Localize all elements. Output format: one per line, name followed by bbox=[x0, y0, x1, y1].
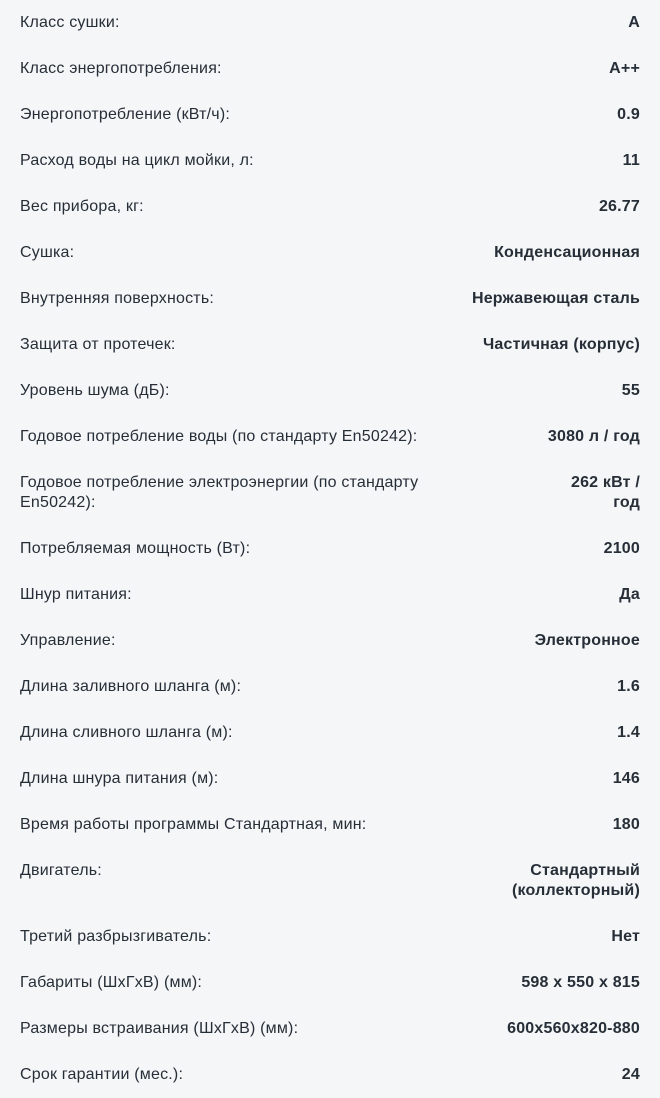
spec-label: Расход воды на цикл мойки, л: bbox=[20, 152, 254, 169]
spec-row bbox=[0, 960, 660, 1006]
spec-row bbox=[0, 0, 660, 46]
spec-label: Класс энергопотребления: bbox=[20, 60, 222, 77]
spec-row bbox=[0, 848, 660, 914]
spec-value: 180 bbox=[612, 816, 640, 833]
spec-value: 0.9 bbox=[617, 106, 640, 123]
spec-label: Потребляемая мощность (Вт): bbox=[20, 540, 251, 557]
spec-row bbox=[0, 46, 660, 92]
spec-value: 3080 л / год bbox=[547, 428, 640, 445]
spec-value: 11 bbox=[622, 152, 640, 169]
spec-label: Третий разбрызгиватель: bbox=[20, 928, 212, 945]
spec-value: 26.77 bbox=[598, 198, 640, 215]
spec-row bbox=[0, 414, 660, 460]
spec-row bbox=[0, 914, 660, 960]
spec-value: Электронное bbox=[534, 632, 640, 649]
spec-label: Уровень шума (дБ): bbox=[20, 382, 170, 399]
spec-label: Шнур питания: bbox=[20, 586, 132, 603]
spec-label: Длина заливного шланга (м): bbox=[20, 678, 242, 695]
spec-row bbox=[0, 802, 660, 848]
spec-label: Длина сливного шланга (м): bbox=[20, 724, 233, 741]
spec-value: A bbox=[628, 14, 640, 31]
spec-label: Годовое потребление электроэнергии (по стандарту En50242): bbox=[20, 474, 419, 511]
spec-row bbox=[0, 138, 660, 184]
spec-row bbox=[0, 322, 660, 368]
spec-row bbox=[0, 1052, 660, 1098]
spec-label: Управление: bbox=[20, 632, 116, 649]
spec-row bbox=[0, 368, 660, 414]
spec-row bbox=[0, 572, 660, 618]
spec-row bbox=[0, 1006, 660, 1052]
spec-row bbox=[0, 92, 660, 138]
spec-row bbox=[0, 710, 660, 756]
spec-value: Конденсационная bbox=[494, 244, 640, 261]
spec-row bbox=[0, 618, 660, 664]
spec-row bbox=[0, 230, 660, 276]
spec-label: Двигатель: bbox=[20, 862, 102, 879]
spec-value: Стандартный (коллекторный) bbox=[512, 862, 640, 899]
spec-value: 2100 bbox=[603, 540, 640, 557]
spec-label: Вес прибора, кг: bbox=[20, 198, 144, 215]
spec-row bbox=[0, 664, 660, 710]
spec-value: 1.4 bbox=[617, 724, 640, 741]
spec-value: Да bbox=[619, 586, 640, 603]
spec-row bbox=[0, 276, 660, 322]
spec-row bbox=[0, 184, 660, 230]
spec-label: Время работы программы Стандартная, мин: bbox=[20, 816, 367, 833]
spec-row bbox=[0, 756, 660, 802]
spec-label: Защита от протечек: bbox=[20, 336, 176, 353]
spec-row bbox=[0, 526, 660, 572]
spec-row bbox=[0, 460, 660, 526]
spec-value: 600x560x820-880 bbox=[507, 1020, 640, 1037]
spec-label: Внутренняя поверхность: bbox=[20, 290, 215, 307]
spec-value: Нет bbox=[611, 928, 640, 945]
spec-label: Размеры встраивания (ШхГхВ) (мм): bbox=[20, 1020, 299, 1037]
spec-value: Частичная (корпус) bbox=[482, 336, 640, 353]
spec-value: 598 x 550 x 815 bbox=[521, 974, 640, 991]
spec-label: Габариты (ШхГхВ) (мм): bbox=[20, 974, 203, 991]
spec-label: Срок гарантии (мес.): bbox=[20, 1066, 184, 1083]
spec-label: Годовое потребление воды (по стандарту En50242): bbox=[20, 428, 418, 445]
spec-value: 24 bbox=[621, 1066, 640, 1083]
spec-label: Энергопотребление (кВт/ч): bbox=[20, 106, 231, 123]
spec-label: Длина шнура питания (м): bbox=[20, 770, 219, 787]
spec-value: 146 bbox=[612, 770, 640, 787]
spec-value: Нержавеющая сталь bbox=[471, 290, 640, 307]
spec-value: A++ bbox=[609, 60, 640, 77]
spec-value: 1.6 bbox=[617, 678, 640, 695]
spec-value: 55 bbox=[621, 382, 640, 399]
spec-label: Сушка: bbox=[20, 244, 75, 261]
spec-label: Класс сушки: bbox=[20, 14, 120, 31]
spec-value: 262 кВт / год bbox=[570, 474, 640, 511]
